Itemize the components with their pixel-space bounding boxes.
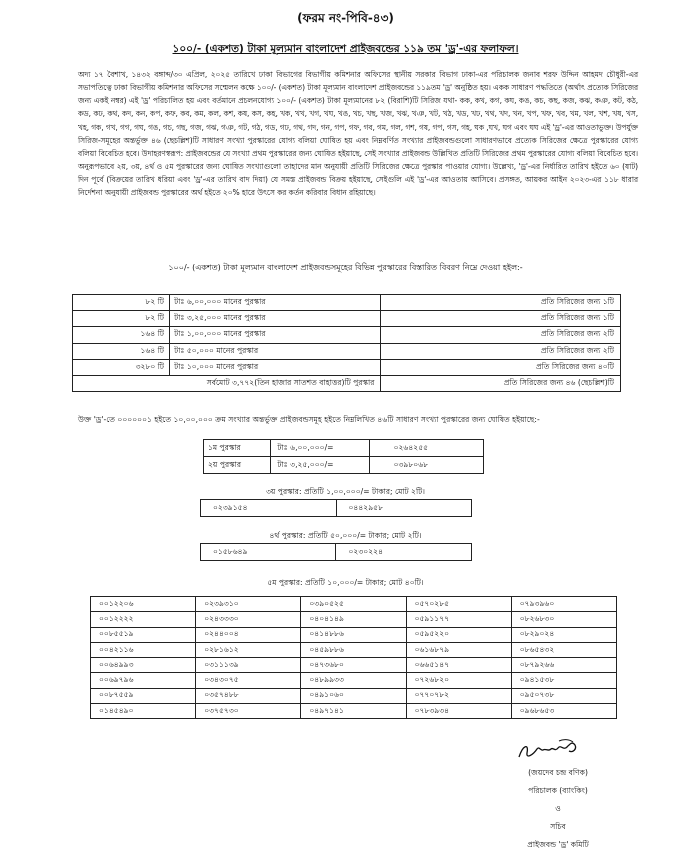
prize-row: [73, 311, 621, 327]
fifth-prize-number: ০০৪২১১৬: [91, 642, 196, 657]
fifth-prize-number: ০৮২৬৮৩০: [511, 612, 616, 627]
fifth-prize-number: ০৯৪১৫৩৮: [511, 673, 616, 688]
fifth-prize-number: ০৭৭০৭৮২: [406, 688, 511, 703]
fifth-prize-number: ০৫৭০২৮৫: [406, 597, 511, 612]
fifth-prize-number: ০৩৯০৫২৫: [301, 597, 406, 612]
second-prize-row: [204, 457, 484, 474]
signatory-name: (জয়দেব চন্দ্র বণিক): [528, 768, 588, 777]
fifth-prize-number: ০১৪৫৪৯০: [91, 704, 196, 719]
prize-per-series: প্রতি সিরিজের জন্য ২টি: [381, 327, 621, 343]
fifth-prize-number: ০৭৮৩৯৩৪: [406, 704, 511, 719]
fifth-prize-number: ০৪০৪১৪৯: [301, 612, 406, 627]
prize-summary-table: [72, 294, 621, 392]
fifth-prize-number: ০৯৬৮৬৫৩: [511, 704, 616, 719]
fifth-prize-row: [91, 642, 617, 657]
fifth-prize-number: ০৩৭৫৭৩০: [196, 704, 301, 719]
second-prize-label: ২য় পুরস্কার: [204, 457, 271, 474]
prize-count: ৮২ টি: [73, 311, 170, 327]
prize-row: [73, 327, 621, 343]
fifth-prize-row: [91, 688, 617, 703]
prize-count: ৮২ টি: [73, 295, 170, 311]
prize-per-series: প্রতি সিরিজের জন্য ২টি: [381, 343, 621, 359]
fourth-prize-number: ০১৫৮৬৪৯: [201, 544, 336, 561]
prize-row: [73, 359, 621, 375]
fifth-prize-row: [91, 597, 617, 612]
prize-total-row: [73, 375, 621, 391]
fifth-prize-number: ০০৮৭৫৫৯: [91, 688, 196, 703]
prize-per-series: প্রতি সিরিজের জন্য ১টি: [381, 295, 621, 311]
second-prize-amount: টাঃ ৩,২৫,০০০/=: [271, 457, 369, 474]
fifth-prize-number: ০০১২২০৬: [91, 597, 196, 612]
fifth-prize-number: ০৩৫৭৪৮৮: [196, 688, 301, 703]
first-prize-number: ০২৬৪২৫৫: [369, 440, 483, 457]
first-second-prize-table: [203, 439, 484, 474]
prize-count: ৩২৮০ টি: [73, 359, 170, 375]
first-prize-amount: টাঃ ৬,০০,০০০/=: [271, 440, 369, 457]
second-prize-number: ০৩৯৮০৬৮: [369, 457, 483, 474]
fifth-prize-row: [91, 627, 617, 642]
third-prize-heading: ৩য় পুরস্কার: প্রতিটি ১,০০,০০০/= টাকার; মোট ২টি।: [265, 487, 426, 496]
fifth-prize-number: ০৮৬৫৪৩২: [511, 642, 616, 657]
fifth-prize-number: ০৫৯৫২২০: [406, 627, 511, 642]
first-prize-row: [204, 440, 484, 457]
prize-amount: টাঃ ৫০,০০০ মানের পুরস্কার: [170, 343, 381, 359]
fifth-prize-row: [91, 612, 617, 627]
prize-count: ১৬৪ টি: [73, 343, 170, 359]
signatory-conjunction: ও: [555, 804, 561, 813]
prize-row: [73, 295, 621, 311]
fifth-prize-number: ০৪৫৯৮৮৬: [301, 642, 406, 657]
fifth-prize-number: ০৪৯১০৬০: [301, 688, 406, 703]
prize-per-series: প্রতি সিরিজের জন্য ১টি: [381, 311, 621, 327]
fifth-prize-number: ০৩১১১৩৯: [196, 658, 301, 673]
fifth-prize-row: [91, 658, 617, 673]
third-prize-table: [200, 499, 472, 517]
page-title: ১০০/- (একশত) টাকা মূল্যমান বাংলাদেশ প্রাইজবন্ডের ১১৯ তম 'ড্র'-এর ফলাফল।: [172, 43, 519, 55]
prize-amount: টাঃ ১,০০,০০০ মানের পুরস্কার: [170, 327, 381, 343]
prize-count: ১৬৪ টি: [73, 327, 170, 343]
fifth-prize-number: ০৯৫০৭৩৮: [511, 688, 616, 703]
body-paragraph-text: অদ্য ১৭ বৈশাখ, ১৪৩২ বঙ্গাব্দ/৩০ এপ্রিল, ২০২৫ তারিখে ঢাকা বিভাগের বিভাগীয় কমিশনার অফিসের স্থানীয় সরকার বিভাগ ঢাকা-এর পরিচালক জনাব শরফ উদ্দিন আহমদ চৌধুরী-এর সভাপতিত্বে ঢাকা বিভাগীয় কমিশনার অফিসের সম্মেলন কক্ষে ১০০/- (একশত) টাকা মূল্যমান বাংলাদেশ প্রাইজবন্ডের ১১৯তম 'ড্র' অনুষ্ঠিত হয়। একক সাধারণ পদ্ধতিতে (অর্থাৎ প্রত্যেক সিরিজের জন্য একই নম্বর) এই 'ড্র' পরিচালিত হয় এবং বর্তমানে প্রচলনযোগ্য ১০০/- (একশত) টাকা মূল্যমানের ৮২ (বিরাশি)টি সিরিজ যথা- কক, কখ, কগ, কঘ, কঙ, কচ, কছ, কজ, কঝ, কঞ, কট, কঠ, কড, কঢ, কথ, কদ, কন, কপ, কফ, কব, কম, কল, কশ, কষ, কস, কহ, খক, খখ, খগ, খঘ, খঙ, খচ, খছ, খজ, খঝ, খঞ, খট, খঠ, খড, খঢ, খথ, খদ, খন, খপ, খফ, খব, খম, খল, খশ, খষ, খস, খহ, গক, গখ, গগ, গঘ, গঙ, গচ, গছ, গজ, গঝ, গঞ, গট, গঠ, গড, গঢ, গথ, গদ, গন, গপ, গফ, গব, গম, গল, গশ, গষ, গপ, গস, গহ, ঘক ,ঘখ, ঘগ এবং ঘঘ এই 'ড্র'-এর আওতাভুক্ত। উপর্যুক্ত সিরিজ-সমূহের অন্তর্ভুক্ত ৪৬ (ছেচল্লিশ)টি সাধারণ সংখ্যা পুরস্কারের যোগ্য বলিয়া ঘোষিত হয় এবং নিম্নবর্ণিত সংখ্যার প্রাইজবন্ডগুলো সাধারণভাবে প্রত্যেক সিরিজের ক্ষেত্রে পুরস্কারের যোগ্য বলিয়া বিবেচিত হবে। উদাহরণস্বরূপ: প্রাইজবন্ডের যে সংখ্যা প্রথম পুরস্কারের জন্য ঘোষিত হইয়াছে, সেই সংখ্যার প্রাইজবন্ড উল্লিখিত প্রতিটি সিরিজের প্রথম পুরস্কারের যোগ্য বলিয়া বিবেচিত হবে। অনুরূপভাবে ২য়, ৩য়, ৪র্থ ও ৫ম পুরস্কারের জন্য ঘোষিত সংখ্যাগুলো তাহাদের মান অনুযায়ী প্রতিটি সিরিজের ক্ষেত্রে পুরস্কার পাওয়ার যোগ্য। উল্লেখ্য, 'ড্র'-এর নির্ধারিত তারিখ হইতে ৬০ (ষাট) দিন পূর্বে (বিক্রয়ের তারিখ ধরিয়া এবং 'ড্র'-এর তারিখ বাদ দিয়া) যে সমস্ত প্রাইজবন্ড বিক্রয় হইয়াছে, সেইগুলি এই 'ড্র'-এর আওতায় আসিবে। প্রসঙ্গত, আয়কর আইন ২০২৩-এর ১১৮ ধারার নির্দেশনা অনুযায়ী প্রাইজবন্ড পুরস্কারের অর্থ হইতে ২০% হারে উৎসে কর কর্তন করিবার বিধান রহিয়াছে।: [78, 70, 638, 198]
fifth-prize-row: [91, 704, 617, 719]
fifth-prize-number: ০৬৬৫১৪৭: [406, 658, 511, 673]
fifth-prize-table: [90, 596, 617, 719]
fifth-prize-number: ০৪৭৩৬৮০: [301, 658, 406, 673]
form-number: (ফরম নং-পিবি-৪৩): [297, 11, 394, 25]
prize-row: [73, 343, 621, 359]
fifth-prize-number: ০৬১৬৮৭৯: [406, 642, 511, 657]
third-prize-number: ০২৩৯১৫৪: [201, 500, 337, 517]
fifth-prize-heading: ৫ম পুরস্কার: প্রতিটি ১০,০০০/= টাকার; মোট ৪০টি।: [267, 578, 424, 587]
fifth-prize-number: ০০৬৪৯৯৩: [91, 658, 196, 673]
fifth-prize-number: ০২৪৪০০৪: [196, 627, 301, 642]
fifth-prize-number: ০৪৮৯৯৩৩: [301, 673, 406, 688]
fifth-prize-number: ০৪৯৭১৪১: [301, 704, 406, 719]
first-prize-label: ১ম পুরস্কার: [204, 440, 271, 457]
fifth-prize-number: ০৮৭৯২৬৬: [511, 658, 616, 673]
prize-amount: টাঃ ১০,০০০ মানের পুরস্কার: [170, 359, 381, 375]
fifth-prize-number: ০২৮১৬১২: [196, 642, 301, 657]
signatory-committee: প্রাইজবন্ড 'ড্র' কমিটি: [527, 840, 589, 849]
fourth-prize-number: ০২৩০২২৪: [336, 544, 472, 561]
fifth-prize-number: ০০৬৯৭৯৬: [91, 673, 196, 688]
fifth-prize-number: ০৫৯১১৭৭: [406, 612, 511, 627]
prize-amount: টাঃ ৩,২৫,০০০ মানের পুরস্কার: [170, 311, 381, 327]
fourth-prize-heading: ৪র্থ পুরস্কার: প্রতিটি ৫০,০০০/= টাকার; মোট ২টি।: [269, 531, 422, 540]
fifth-prize-number: ০০১২২২২: [91, 612, 196, 627]
third-prize-number: ০৪৪২৯৫৮: [336, 500, 472, 517]
signature-image: [515, 735, 585, 765]
prize-total-left: সর্বমোট ৩,৭৭২(তিন হাজার সাতশত বাহাত্তর)টি পুরস্কার: [73, 375, 381, 391]
prize-amount: টাঃ ৬,০০,০০০ মানের পুরস্কার: [170, 295, 381, 311]
fifth-prize-number: ০৩৪৩০৭৫: [196, 673, 301, 688]
fourth-prize-table: [200, 543, 472, 561]
fifth-prize-number: ০৭২৬৮২০: [406, 673, 511, 688]
signatory-role: সচিব: [550, 822, 566, 831]
fifth-prize-number: ০২৪৩৩৩০: [196, 612, 301, 627]
fifth-prize-number: ০৪১৪৮৮৬: [301, 627, 406, 642]
prize-per-series: প্রতি সিরিজের জন্য ৪০টি: [381, 359, 621, 375]
fifth-prize-number: ০৭৯৩৯৬০: [511, 597, 616, 612]
prize-total-right: প্রতি সিরিজের জন্য ৪৬ (ছেচল্লিশ)টি: [381, 375, 621, 391]
fifth-prize-number: ০২৩৯৩১০: [196, 597, 301, 612]
prize-details-intro: ১০০/- (একশত) টাকা মূল্যমান বাংলাদেশ প্রাইজবন্ডসমূহের বিভিন্ন পুরস্কারের বিস্তারিত বিবরণ নিম্নে দেওয়া হইল:-: [168, 263, 523, 272]
draw-statement: উক্ত 'ড্র'-তে ০০০০০০১ হইতে ১০,০০,০০০ ক্রম সংখ্যার অন্তর্ভুক্ত প্রাইজবন্ডসমূহ হইতে নিম্নলিখিত ৪৬টি সাধারণ সংখ্যা পুরস্কারের জন্য ঘোষিত হইয়াছে:-: [78, 415, 540, 424]
third-prize-row: [201, 500, 472, 517]
fifth-prize-number: ০৮২৯০২৪: [511, 627, 616, 642]
fourth-prize-row: [201, 544, 472, 561]
fifth-prize-number: ০০৮৫৫১৯: [91, 627, 196, 642]
fifth-prize-row: [91, 673, 617, 688]
signatory-designation: পরিচালক (ব্যাংকিং): [528, 786, 588, 795]
body-paragraph: [78, 68, 638, 200]
signature-block: [498, 764, 618, 854]
